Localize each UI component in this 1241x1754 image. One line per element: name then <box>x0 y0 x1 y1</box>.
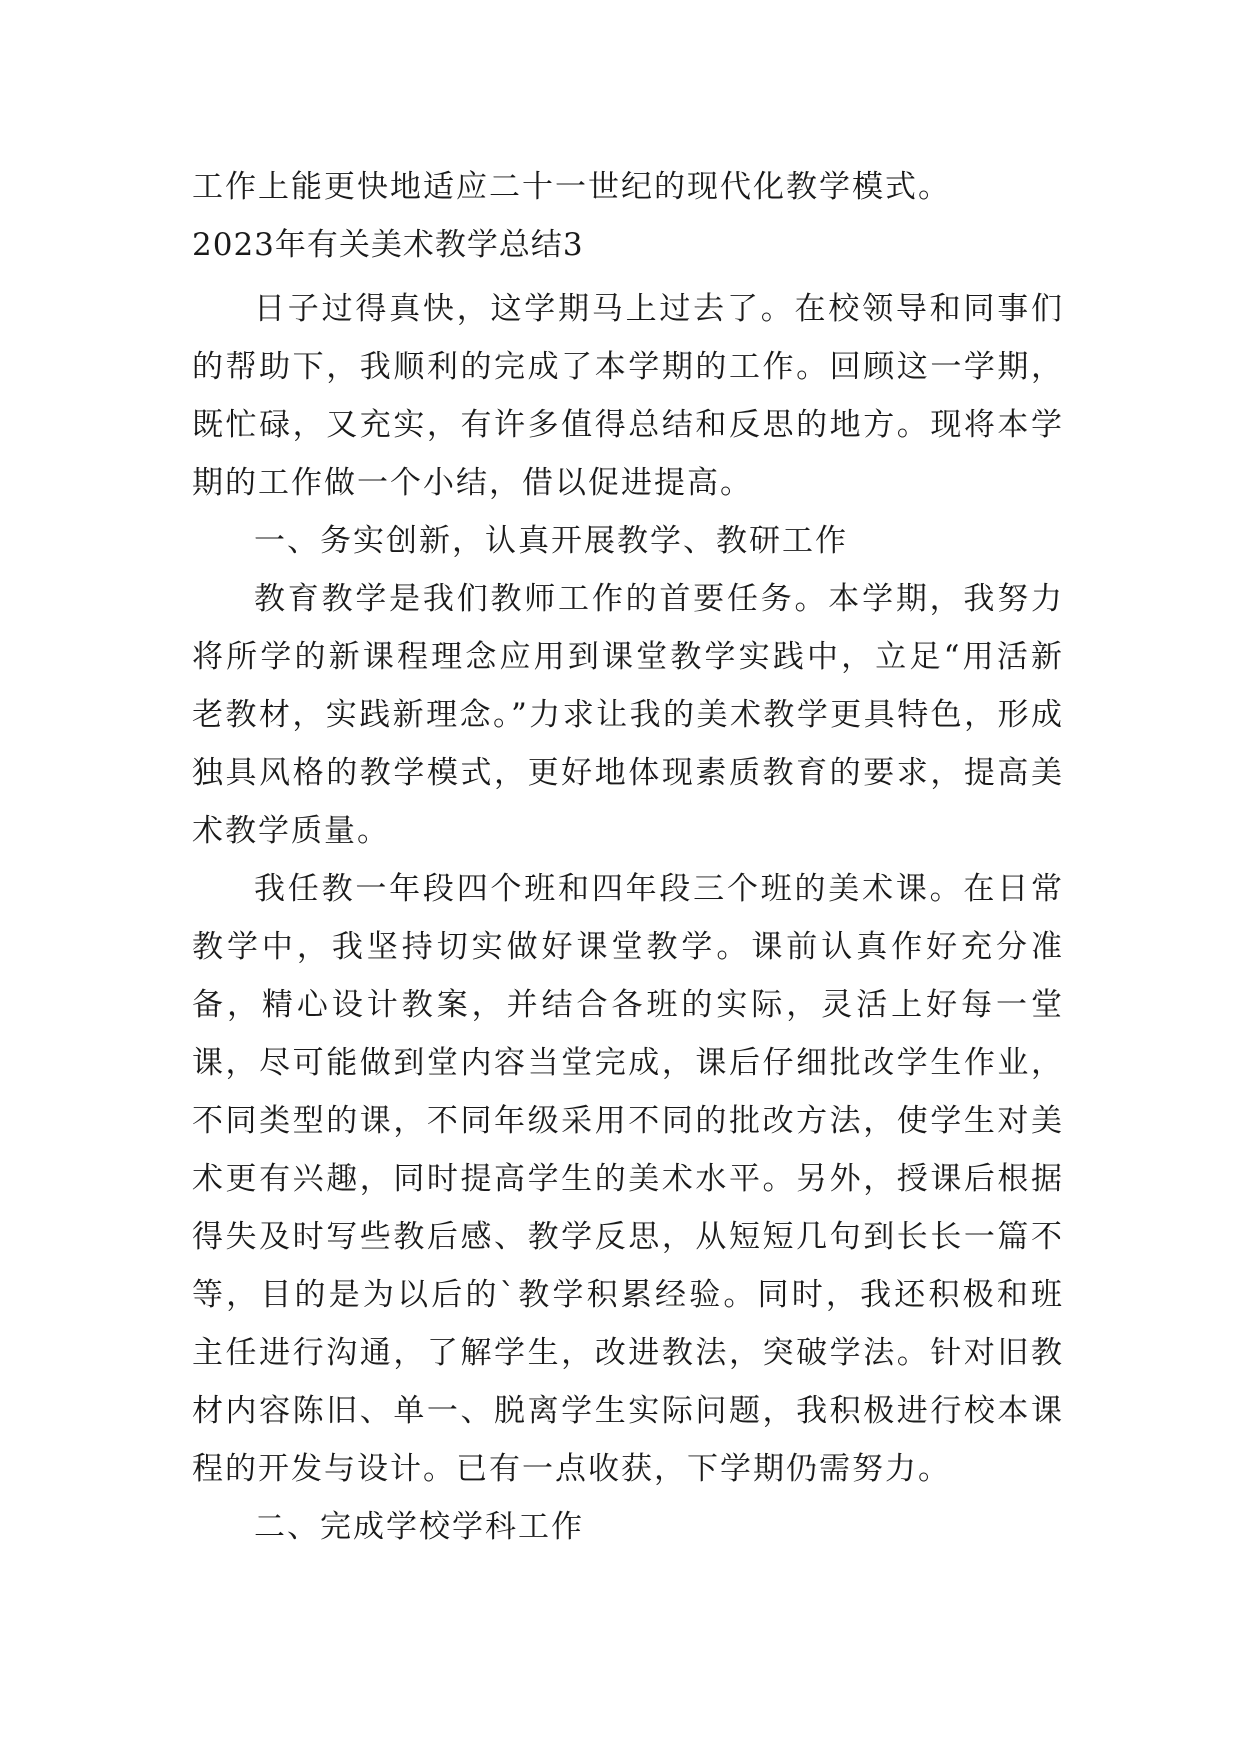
paragraph-classes: 我任教一年段四个班和四年段三个班的美术课。在日常教学中，我坚持切实做好课堂教学。课前认真作好充分准备，精心设计教案，并结合各班的实际，灵活上好每一堂课，尽可能做到堂内容当堂完成，课后仔细批改学生作业，不同类型的课，不同年级采用不同的批改方法，使学生对美术更有兴趣，同时提高学生的美术水平。另外，授课后根据得失及时写些教后感、教学反思，从短短几句到长长一篇不等，目的是为以后的`教学积累经验。同时，我还积极和班主任进行沟通，了解学生，改进教法，突破学法。针对旧教材内容陈旧、单一、脱离学生实际问题，我积极进行校本课程的开发与设计。已有一点收获，下学期仍需努力。 <box>192 871 1064 1487</box>
paragraph-intro: 日子过得真快，这学期马上过去了。在校领导和同事们的帮助下，我顺利的完成了本学期的工作。回顾这一学期，既忙碌，又充实，有许多值得总结和反思的地方。现将本学期的工作做一个小结，借以促进提高。 <box>192 291 1064 501</box>
document-body <box>192 158 1064 1556</box>
section-heading-2: 二、完成学校学科工作 <box>254 1509 584 1545</box>
continuation-line: 工作上能更快地适应二十一世纪的现代化教学模式。 <box>192 169 951 205</box>
document-title: 2023年有关美术教学总结3 <box>192 227 584 263</box>
paragraph-teaching: 教育教学是我们教师工作的首要任务。本学期，我努力将所学的新课程理念应用到课堂教学实践中，立足“用活新老教材，实践新理念。”力求让我的美术教学更具特色，形成独具风格的教学模式，更好地体现素质教育的要求，提高美术教学质量。 <box>192 581 1064 849</box>
section-heading-1: 一、务实创新，认真开展教学、教研工作 <box>254 523 848 559</box>
